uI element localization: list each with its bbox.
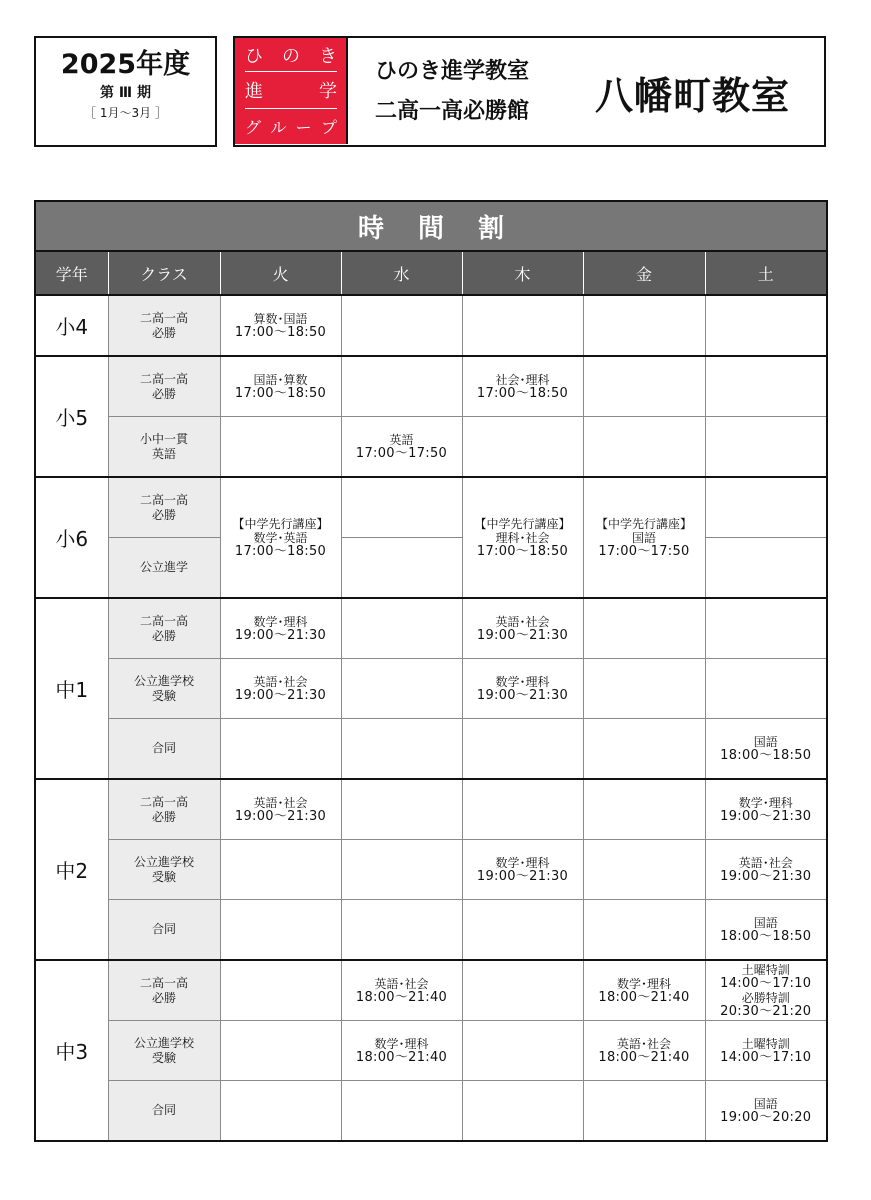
- class-cell: 二高一高 必勝: [108, 779, 220, 840]
- class-cell: 小中一貫 英語: [108, 417, 220, 478]
- slot-cell: [341, 356, 462, 417]
- school-name-2: 二高一高必勝館: [375, 99, 530, 124]
- class-cell: 二高一高 必勝: [108, 598, 220, 659]
- slot-cell: [583, 840, 705, 900]
- grade-cell: 中1: [35, 598, 108, 779]
- slot-cell: 数学･理科 19:00～21:30: [462, 840, 583, 900]
- class-cell: 二高一高 必勝: [108, 477, 220, 538]
- logo-row-3: [245, 112, 337, 140]
- slot-cell: [220, 719, 341, 780]
- slot-cell: [583, 659, 705, 719]
- slot-cell: 英語･社会 19:00～21:30: [462, 598, 583, 659]
- table-row: [35, 538, 827, 599]
- slot-cell: 英語･社会 18:00～21:40: [583, 1021, 705, 1081]
- class-cell: 公立進学校 受験: [108, 659, 220, 719]
- term-range: ［ 1月～3月 ］: [84, 106, 167, 120]
- slot-cell: [705, 538, 827, 599]
- slot-cell: 数学･理科 18:00～21:40: [341, 1021, 462, 1081]
- class-cell: 合同: [108, 1081, 220, 1142]
- slot-cell: 英語･社会 19:00～21:30: [220, 659, 341, 719]
- slot-cell: [341, 779, 462, 840]
- header-day-sat: 土: [705, 251, 827, 295]
- branch-name: 八幡町教室: [595, 74, 791, 118]
- header-class: クラス: [108, 251, 220, 295]
- slot-cell: [341, 719, 462, 780]
- logo-char: 学: [319, 81, 337, 102]
- header-day-tue: 火: [220, 251, 341, 295]
- slot-cell: [341, 900, 462, 961]
- slot-cell: 英語･社会 19:00～21:30: [705, 840, 827, 900]
- table-row: [35, 1081, 827, 1142]
- slot-cell: 数学･理科 19:00～21:30: [220, 598, 341, 659]
- slot-cell: 社会･理科 17:00～18:50: [462, 356, 583, 417]
- table-row: [35, 295, 827, 356]
- term-year: 2025年度: [60, 49, 191, 80]
- logo-row-1: [245, 41, 337, 69]
- class-cell: 合同: [108, 900, 220, 961]
- slot-cell: 国語･算数 17:00～18:50: [220, 356, 341, 417]
- logo-char: 進: [245, 81, 263, 102]
- logo-divider: [245, 71, 337, 72]
- logo-row-2: [245, 76, 337, 104]
- slot-cell: [583, 719, 705, 780]
- term-name: 第 Ⅲ 期: [100, 85, 151, 101]
- term-box: [34, 36, 217, 147]
- table-row: [35, 659, 827, 719]
- class-cell: 合同: [108, 719, 220, 780]
- header-day-thu: 木: [462, 251, 583, 295]
- slot-cell: [583, 598, 705, 659]
- slot-cell: [462, 1081, 583, 1142]
- slot-cell: [462, 960, 583, 1021]
- slot-cell: [583, 900, 705, 961]
- group-logo: [235, 38, 348, 144]
- header-day-fri: 金: [583, 251, 705, 295]
- table-row: [35, 477, 827, 538]
- class-cell: 二高一高 必勝: [108, 356, 220, 417]
- slot-cell: [341, 840, 462, 900]
- slot-cell: [341, 659, 462, 719]
- slot-cell: [220, 900, 341, 961]
- slot-cell: [583, 1081, 705, 1142]
- slot-cell: 【中学先行講座】 理科･社会 17:00～18:50: [462, 477, 583, 598]
- header-day-wed: 水: [341, 251, 462, 295]
- table-row: [35, 779, 827, 840]
- slot-cell: 土曜特訓 14:00～17:10 必勝特訓 20:30～21:20: [705, 960, 827, 1021]
- grade-cell: 小6: [35, 477, 108, 598]
- slot-cell: [705, 659, 827, 719]
- slot-cell: 数学･理科 19:00～21:30: [462, 659, 583, 719]
- school-names: [375, 52, 529, 132]
- slot-cell: [220, 417, 341, 478]
- table-row: [35, 719, 827, 780]
- logo-char: ル: [270, 117, 287, 137]
- table-row: [35, 598, 827, 659]
- class-cell: 二高一高 必勝: [108, 295, 220, 356]
- slot-cell: [462, 417, 583, 478]
- slot-cell: [583, 417, 705, 478]
- header-grade: 学年: [35, 251, 108, 295]
- slot-cell: [220, 1081, 341, 1142]
- brand-box: [233, 36, 826, 147]
- logo-char: ー: [295, 117, 312, 137]
- grade-cell: 中2: [35, 779, 108, 960]
- slot-cell: [462, 295, 583, 356]
- slot-cell: 算数･国語 17:00～18:50: [220, 295, 341, 356]
- slot-cell: [341, 598, 462, 659]
- slot-cell: 国語 18:00～18:50: [705, 719, 827, 780]
- slot-cell: [705, 598, 827, 659]
- slot-cell: [341, 477, 462, 538]
- table-row: [35, 840, 827, 900]
- slot-cell: 英語･社会 18:00～21:40: [341, 960, 462, 1021]
- slot-cell: [462, 1021, 583, 1081]
- logo-char: ひ: [245, 46, 263, 67]
- header-row: [35, 251, 827, 295]
- logo-char: き: [319, 46, 337, 67]
- table-row: [35, 960, 827, 1021]
- slot-cell: [341, 1081, 462, 1142]
- slot-cell: [220, 1021, 341, 1081]
- slot-cell: 国語 19:00～20:20: [705, 1081, 827, 1142]
- slot-cell: [705, 477, 827, 538]
- slot-cell: 【中学先行講座】 数学･英語 17:00～18:50: [220, 477, 341, 598]
- slot-cell: 数学･理科 18:00～21:40: [583, 960, 705, 1021]
- slot-cell: [220, 960, 341, 1021]
- slot-cell: [705, 295, 827, 356]
- grade-cell: 小5: [35, 356, 108, 477]
- logo-char: プ: [320, 117, 337, 137]
- grade-cell: 小4: [35, 295, 108, 356]
- slot-cell: [462, 779, 583, 840]
- logo-divider: [245, 108, 337, 109]
- slot-cell: [583, 779, 705, 840]
- table-row: [35, 417, 827, 478]
- school-name-1: ひのき進学教室: [375, 59, 530, 84]
- slot-cell: 【中学先行講座】 国語 17:00～17:50: [583, 477, 705, 598]
- slot-cell: [462, 900, 583, 961]
- logo-char: グ: [245, 117, 262, 137]
- slot-cell: 英語 17:00～17:50: [341, 417, 462, 478]
- slot-cell: 国語 18:00～18:50: [705, 900, 827, 961]
- slot-cell: [705, 417, 827, 478]
- class-cell: 公立進学: [108, 538, 220, 599]
- slot-cell: 数学･理科 19:00～21:30: [705, 779, 827, 840]
- grade-cell: 中3: [35, 960, 108, 1141]
- class-cell: 公立進学校 受験: [108, 1021, 220, 1081]
- table-row: [35, 356, 827, 417]
- class-cell: 公立進学校 受験: [108, 840, 220, 900]
- slot-cell: 土曜特訓 14:00～17:10: [705, 1021, 827, 1081]
- table-row: [35, 1021, 827, 1081]
- timetable: [34, 200, 828, 1142]
- timetable-title: 時間割: [35, 201, 827, 251]
- table-row: [35, 900, 827, 961]
- slot-cell: [341, 295, 462, 356]
- slot-cell: 英語･社会 19:00～21:30: [220, 779, 341, 840]
- logo-char: の: [282, 46, 300, 67]
- slot-cell: [583, 295, 705, 356]
- slot-cell: [462, 719, 583, 780]
- class-cell: 二高一高 必勝: [108, 960, 220, 1021]
- slot-cell: [705, 356, 827, 417]
- slot-cell: [583, 356, 705, 417]
- slot-cell: [220, 840, 341, 900]
- slot-cell: [341, 538, 462, 599]
